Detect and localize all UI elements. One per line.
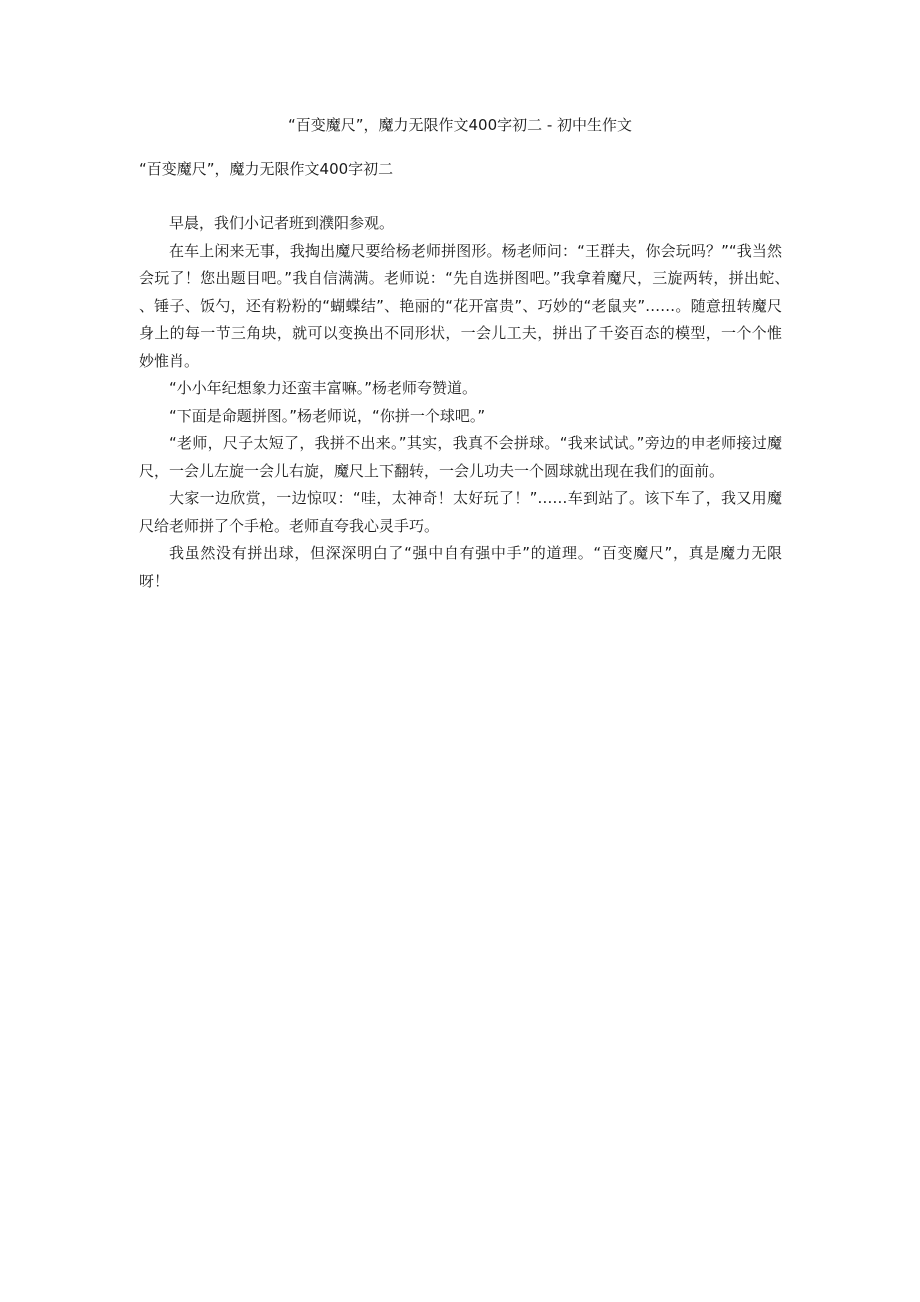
paragraph: “小小年纪想象力还蛮丰富嘛。”杨老师夸赞道。 — [169, 379, 478, 397]
document-title: “百变魔尺”，魔力无限作文400字初二 - 初中生作文 — [287, 116, 633, 134]
paragraph: “下面是命题拼图。”杨老师说，“你拼一个球吧。” — [169, 406, 486, 425]
paragraph: “老师，尺子太短了，我拼不出来。”其实，我真不会拼球。“我来试试。”旁边的申老师接过魔尺，一会儿左旋一会儿右旋，魔尺上下翻转，一会儿功夫一个圆球就出现在我们的面前。 — [139, 434, 782, 480]
article-subtitle: “百变魔尺”，魔力无限作文400字初二 — [139, 160, 394, 178]
paragraph: 在车上闲来无事，我掏出魔尺要给杨老师拼图形。杨老师问：“王群夫，你会玩吗？”“我当然会玩了！您出题目吧。”我自信满满。老师说：“先自选拼图吧。”我拿着魔尺，三旋两转，拼出蛇、 、锤子、饭勺，还有粉粉的“蝴蝶结”、艳丽的“花开富贵”、巧妙的“老鼠夹”……。随意扭转魔尺身上的每一节三角块，就可以变换出不同形状，一会儿工夫，拼出了千姿百态的模型，一个个惟妙惟肖。 — [139, 241, 813, 370]
paragraph: 大家一边欣赏，一边惊叹：“哇，太神奇！太好玩了！”……车到站了。该下车了，我又用魔尺给老师拼了个手枪。老师直夸我心灵手巧。 — [139, 489, 782, 535]
paragraph: 我虽然没有拼出球，但深深明白了“强中自有强中手”的道理。“百变魔尺”，真是魔力无限呀！ — [139, 544, 782, 590]
article-body — [139, 210, 813, 595]
paragraph: 早晨，我们小记者班到濮阳参观。 — [169, 214, 395, 232]
